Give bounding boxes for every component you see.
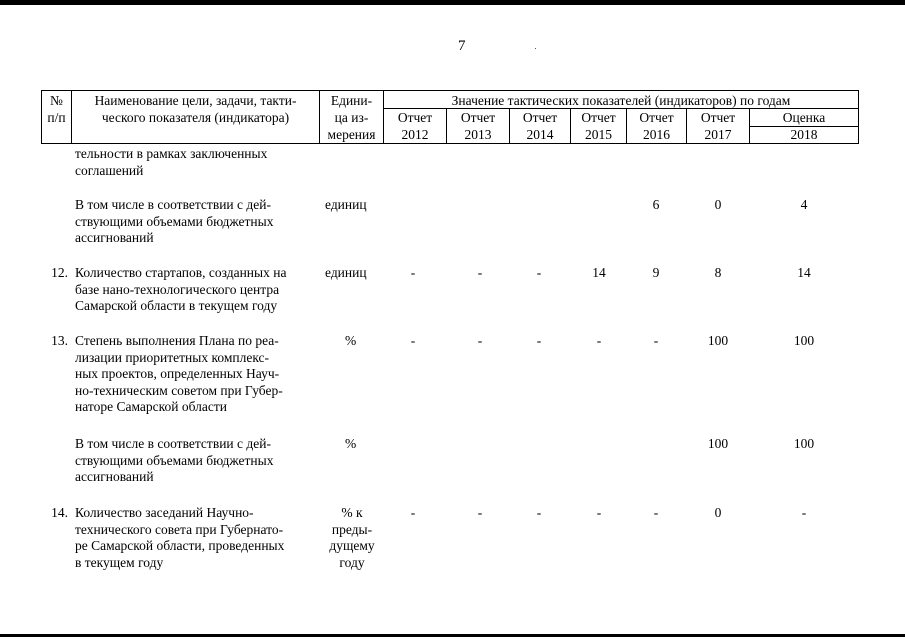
header-top-line [41, 90, 859, 91]
value-2018: 100 [793, 333, 815, 348]
value-2015: - [596, 333, 602, 348]
value-2017: 0 [714, 197, 722, 212]
scan-speck [535, 48, 536, 49]
unit-cell: % [345, 333, 357, 348]
value-2012: - [410, 265, 416, 280]
header-bottom-line [41, 143, 859, 144]
header-year: 2018 [790, 127, 818, 142]
indicator-name: В том числе в соответствии с дей- ствующими объемами бюджетных ассигнований [75, 436, 274, 484]
value-2015: - [596, 505, 602, 520]
header-year: 2014 [526, 127, 554, 142]
value-2013: - [477, 505, 483, 520]
value-2016: 9 [652, 265, 660, 280]
unit-cell: % [345, 436, 357, 451]
header-group-line [383, 108, 859, 109]
value-2018: 100 [793, 436, 815, 451]
header-unit-label: мерения [327, 127, 376, 142]
value-2014: - [536, 265, 542, 280]
header-year-label: Отчет [639, 110, 674, 125]
header-name-label: ческого показателя (индикатора) [101, 110, 290, 125]
header-num-label: № [50, 93, 63, 108]
value-2015: 14 [592, 265, 606, 280]
row-number: 13. [51, 333, 68, 348]
header-group-title: Значение тактических показателей (индикаторов) по годам [451, 93, 791, 108]
header-year-label: Отчет [581, 110, 616, 125]
header-year: 2012 [401, 127, 429, 142]
indicator-name: Количество стартапов, созданных на базе нано-технологического центра Самарской области в текущем году [75, 265, 287, 313]
header-name-label: Наименование цели, задачи, такти- [94, 93, 297, 108]
unit-cell: единиц [325, 265, 367, 280]
header-unit-label: Едини- [330, 93, 373, 108]
value-2018: 4 [800, 197, 808, 212]
value-2017: 100 [707, 333, 729, 348]
header-vline [858, 90, 859, 144]
header-year-label: Отчет [522, 110, 558, 125]
page-number: 7 [458, 38, 466, 54]
value-2018: - [801, 505, 807, 520]
value-2013: - [477, 333, 483, 348]
unit-cell: % к преды- дущему году [329, 505, 375, 570]
indicator-name: Количество заседаний Научно- технического совета при Губернато- ре Самарской области, проведенных в текущем году [75, 505, 285, 570]
value-2012: - [410, 505, 416, 520]
value-2017: 0 [714, 505, 722, 520]
scan-bottom-border [0, 634, 905, 637]
row-number: 14. [51, 505, 68, 520]
unit-cell: единиц [325, 197, 367, 212]
value-2016: 6 [652, 197, 660, 212]
header-unit-label: ца из- [334, 110, 369, 125]
header-year-label: Отчет [700, 110, 736, 125]
value-2017: 8 [714, 265, 722, 280]
value-2013: - [477, 265, 483, 280]
value-2016: - [653, 505, 659, 520]
header-year-label: Оценка [782, 110, 826, 125]
indicator-name: В том числе в соответствии с дей- ствующими объемами бюджетных ассигнований [75, 197, 274, 245]
value-2014: - [536, 505, 542, 520]
header-year-label: Отчет [397, 110, 433, 125]
value-2016: - [653, 333, 659, 348]
header-year: 2016 [643, 127, 670, 142]
row-number: 12. [51, 265, 68, 280]
header-num-label: п/п [47, 110, 66, 125]
value-2012: - [410, 333, 416, 348]
indicator-name: Степень выполнения Плана по реа- лизации приоритетных комплекс- ных проектов, определенных Науч- но-техническим советом при Губер- наторе Самарской области [75, 333, 283, 414]
header-year-label: Отчет [460, 110, 496, 125]
header-year: 2015 [585, 127, 612, 142]
indicator-name: тельности в рамках заключенных соглашений [75, 146, 268, 178]
value-2017: 100 [707, 436, 729, 451]
header-year: 2017 [704, 127, 732, 142]
value-2014: - [536, 333, 542, 348]
value-2018: 14 [797, 265, 811, 280]
header-year: 2013 [464, 127, 492, 142]
scan-top-border [0, 0, 905, 5]
